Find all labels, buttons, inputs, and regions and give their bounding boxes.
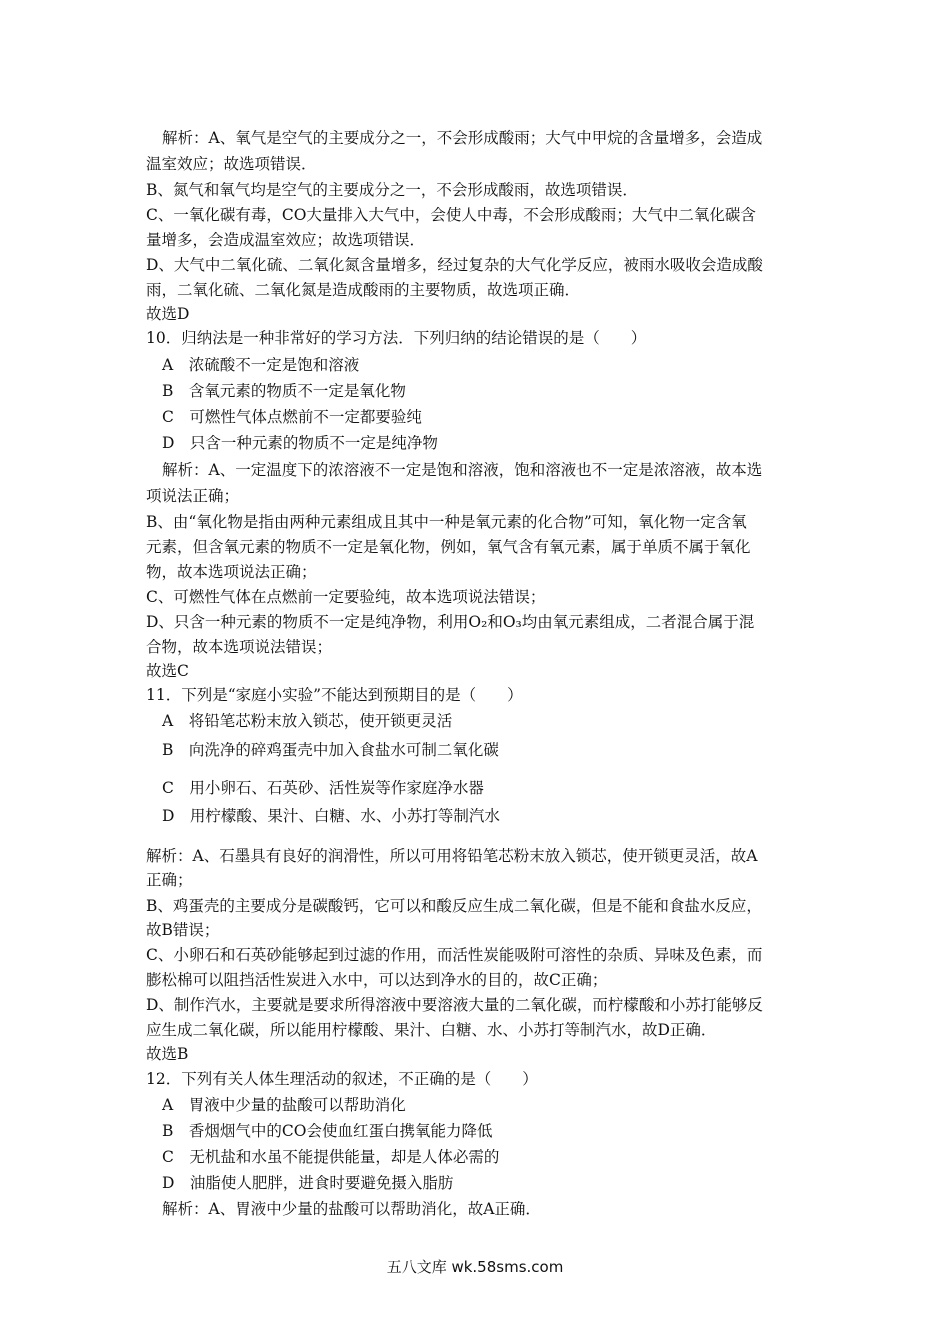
q10-option-b: B 含氧元素的物质不一定是氧化物	[162, 382, 406, 400]
q9-explanation-line: 雨，二氧化硫、二氧化氮是造成酸雨的主要物质，故选项正确．	[146, 281, 581, 299]
q10-explanation-line: C、可燃性气体在点燃前一定要验纯，故本选项说法错误；	[146, 588, 546, 606]
q10-option-c: C 可燃性气体点燃前不一定都要验纯	[162, 408, 422, 426]
q11-explanation-line: 应生成二氧化碳，所以能用柠檬酸、果汁、白糖、水、小苏打等制汽水，故D正确．	[146, 1021, 717, 1039]
q9-explanation-line: B、氮气和氧气均是空气的主要成分之一，不会形成酸雨，故选项错误．	[146, 181, 638, 199]
page-footer: 五八文库 wk.58sms.com	[386, 1258, 564, 1276]
q11-answer: 故选B	[146, 1045, 189, 1063]
q11-option-a: A 将铅笔芯粉末放入锁芯，使开锁更灵活	[162, 712, 453, 730]
q10-explanation-line: 元素，但含氧元素的物质不一定是氧化物，例如，氧气含有氧元素，属于单质不属于氧化	[146, 538, 751, 556]
q11-explanation-line: D、制作汽水，主要就是要求所得溶液中要溶液大量的二氧化碳，而柠檬酸和小苏打能够反	[146, 996, 763, 1014]
q10-explanation-line: D、只含一种元素的物质不一定是纯净物，利用O₂和O₃均由氧元素组成，二者混合属于混	[146, 613, 755, 631]
q11-explanation-line: 膨松棉可以阻挡活性炭进入水中，可以达到净水的目的，故C正确；	[146, 971, 608, 989]
q10-option-a: A 浓硫酸不一定是饱和溶液	[162, 356, 360, 374]
q12-option-a: A 胃液中少量的盐酸可以帮助消化	[162, 1096, 406, 1114]
q11-option-b: B 向洗净的碎鸡蛋壳中加入食盐水可制二氧化碳	[162, 741, 499, 759]
q12-option-b: B 香烟烟气中的CO会使血红蛋白携氧能力降低	[162, 1122, 493, 1140]
q10-explanation-line: 物，故本选项说法正确；	[146, 563, 317, 581]
q12-option-d: D 油脂使人肥胖，进食时要避免摄入脂肪	[162, 1174, 454, 1192]
q9-explanation-line: 解析：A、氧气是空气的主要成分之一，不会形成酸雨；大气中甲烷的含量增多，会造成	[162, 129, 763, 147]
q11-explanation-line: C、小卵石和石英砂能够起到过滤的作用，而活性炭能吸附可溶性的杂质、异味及色素，而	[146, 946, 763, 964]
q10-answer: 故选C	[146, 662, 189, 680]
q10-explanation-line: 解析：A、一定温度下的浓溶液不一定是饱和溶液，饱和溶液也不一定是浓溶液，故本选	[162, 461, 763, 479]
q9-answer: 故选D	[146, 305, 190, 323]
q11-option-c: C 用小卵石、石英砂、活性炭等作家庭净水器	[162, 779, 484, 797]
q10-explanation-line: 合物，故本选项说法错误；	[146, 638, 333, 656]
q10-explanation-line: 项说法正确；	[146, 487, 240, 505]
q11-explanation-line: 解析：A、石墨具有良好的润滑性，所以可用将铅笔芯粉末放入锁芯，使开锁更灵活，故A	[146, 847, 758, 865]
q11-explanation-line: 故B错误；	[146, 921, 220, 939]
q12-explanation-line: 解析：A、胃液中少量的盐酸可以帮助消化，故A正确．	[162, 1200, 541, 1218]
q10-stem: 10．归纳法是一种非常好的学习方法．下列归纳的结论错误的是（ ）	[146, 329, 647, 347]
q11-option-d: D 用柠檬酸、果汁、白糖、水、小苏打等制汽水	[162, 807, 500, 825]
q11-explanation-line: 正确；	[146, 871, 193, 889]
q10-explanation-line: B、由“氧化物是指由两种元素组成且其中一种是氧元素的化合物”可知，氧化物一定含氧	[146, 513, 747, 531]
q9-explanation-line: 量增多，会造成温室效应；故选项错误．	[146, 231, 426, 249]
q9-explanation-line: D、大气中二氧化硫、二氧化氮含量增多，经过复杂的大气化学反应，被雨水吸收会造成酸	[146, 256, 763, 274]
q10-option-d: D 只含一种元素的物质不一定是纯净物	[162, 434, 438, 452]
q9-explanation-line: C、一氧化碳有毒，CO大量排入大气中，会使人中毒，不会形成酸雨；大气中二氧化碳含	[146, 206, 756, 224]
q11-explanation-line: B、鸡蛋壳的主要成分是碳酸钙，它可以和酸反应生成二氧化碳，但是不能和食盐水反应，	[146, 897, 762, 915]
q9-explanation-line: 温室效应；故选项错误．	[146, 155, 317, 173]
q12-stem: 12．下列有关人体生理活动的叙述，不正确的是（ ）	[146, 1070, 538, 1088]
q12-option-c: C 无机盐和水虽不能提供能量，却是人体必需的	[162, 1148, 500, 1166]
q11-stem: 11．下列是“家庭小实验”不能达到预期目的是（ ）	[146, 686, 523, 704]
